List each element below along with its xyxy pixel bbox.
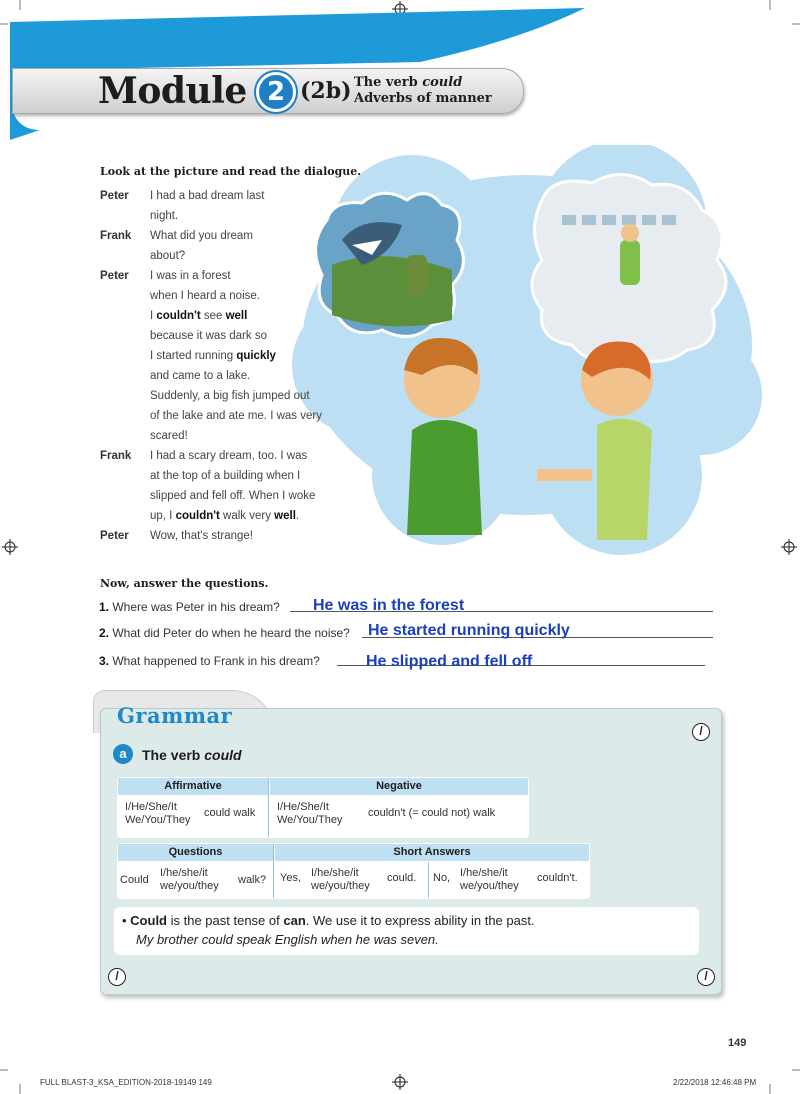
- dialogue-line: Frank What did you dream about?: [100, 230, 253, 262]
- section-title: The verb could: [142, 747, 242, 763]
- grammar-example: My brother could speak English when he was seven.: [136, 932, 439, 947]
- neg-verb: couldn't (= could not) walk: [368, 807, 496, 819]
- table-divider: [428, 862, 429, 898]
- table-divider: [273, 844, 274, 898]
- dialogue-line: Frank I had a scary dream, too. I was at the top of a building when I slipped and fell off. When I woke up, I couldn't walk very well.: [100, 450, 316, 522]
- section-letter-badge: a: [113, 744, 133, 764]
- section-code: (2b): [300, 78, 352, 104]
- yes-verb: could.: [387, 872, 417, 884]
- q-could: Could: [120, 874, 149, 886]
- footer-left: FULL BLAST-3_KSA_EDITION-2018-19149 149: [40, 1078, 212, 1087]
- question-2: 2. What did Peter do when he heard the noise?: [99, 626, 350, 640]
- q-subjects: I/he/she/it we/you/they: [160, 867, 219, 892]
- footer-right: 2/22/2018 12:46:48 PM: [673, 1078, 757, 1087]
- answer-3[interactable]: He slipped and fell off: [366, 653, 533, 670]
- question-1: 1. Where was Peter in his dream?: [99, 600, 280, 614]
- module-number-badge: 2: [256, 72, 296, 112]
- building-dream-bubble: [532, 174, 726, 361]
- module-title: Module: [98, 70, 247, 112]
- dialogue-line: Peter Wow, that's strange!: [100, 530, 253, 542]
- page-number: 149: [728, 1037, 747, 1049]
- reading-instruction: Look at the picture and read the dialogue.: [100, 165, 362, 178]
- neg-subjects: I/He/She/It We/You/They: [277, 801, 343, 826]
- yes-word: Yes,: [280, 872, 302, 884]
- questions-header: Questions: [118, 844, 273, 861]
- dialogue-line: Peter I was in a forest when I heard a noise. I couldn't see well because it was dark so I started running quickly and came to a lake. Suddenly, a big fish jumped out of the lake and ate me. I was very scared!: [100, 270, 322, 442]
- negative-header: Negative: [270, 778, 528, 795]
- yes-subjects: I/he/she/it we/you/they: [311, 867, 370, 892]
- dream-illustration: [292, 145, 762, 555]
- q-verb: walk?: [238, 874, 267, 886]
- audio-icon[interactable]: /: [697, 968, 715, 986]
- table-divider: [268, 778, 269, 837]
- answer-1[interactable]: He was in the forest: [313, 597, 465, 614]
- topic-title: The verb could Adverbs of manner: [354, 75, 492, 106]
- grammar-rule: • Could is the past tense of can. We use it to express ability in the past.: [122, 913, 535, 928]
- aff-subjects: I/He/She/It We/You/They: [125, 801, 191, 826]
- no-subjects: I/he/she/it we/you/they: [460, 867, 519, 892]
- affirmative-header: Affirmative: [118, 778, 268, 795]
- aff-verb: could walk: [204, 807, 256, 819]
- audio-icon[interactable]: /: [692, 723, 710, 741]
- no-word: No,: [433, 872, 451, 884]
- question-3: 3. What happened to Frank in his dream?: [99, 654, 320, 668]
- peter-figure: [404, 338, 482, 535]
- audio-icon[interactable]: /: [108, 968, 126, 986]
- no-verb: couldn't.: [537, 872, 578, 884]
- answer-2[interactable]: He started running quickly: [368, 622, 570, 639]
- short-answers-header: Short Answers: [275, 844, 589, 861]
- dialogue-line: Peter I had a bad dream last night.: [100, 190, 265, 222]
- dialogue: [100, 186, 350, 546]
- grammar-title: Grammar: [117, 703, 233, 728]
- questions-instruction: Now, answer the questions.: [100, 577, 269, 590]
